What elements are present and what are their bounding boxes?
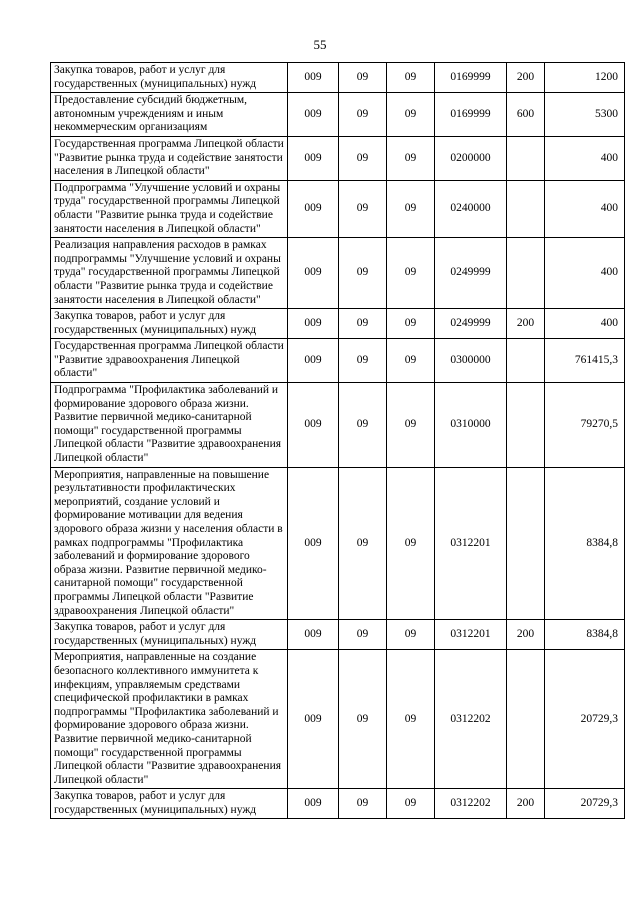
amount-cell: 20729,3	[545, 789, 625, 819]
section-code-cell: 09	[339, 650, 387, 789]
amount-cell: 400	[545, 136, 625, 180]
table-row	[51, 136, 625, 180]
section-code-cell: 09	[339, 620, 387, 650]
target-article-code-cell: 0249999	[435, 238, 507, 309]
expense-name-cell: Предоставление субсидий бюджетным, автономным учреждениям и иным некоммерческим организациям	[51, 93, 288, 137]
table-row	[51, 650, 625, 789]
amount-cell: 8384,8	[545, 620, 625, 650]
table-row	[51, 383, 625, 468]
section-code-cell: 09	[339, 180, 387, 237]
table-row	[51, 339, 625, 383]
target-article-code-cell: 0310000	[435, 383, 507, 468]
department-code-cell: 009	[288, 238, 339, 309]
expense-name-cell: Закупка товаров, работ и услуг для государственных (муниципальных) нужд	[51, 789, 288, 819]
subsection-code-cell: 09	[387, 63, 435, 93]
department-code-cell: 009	[288, 180, 339, 237]
target-article-code-cell: 0169999	[435, 63, 507, 93]
expense-type-code-cell	[507, 467, 545, 620]
department-code-cell: 009	[288, 339, 339, 383]
target-article-code-cell: 0312201	[435, 467, 507, 620]
department-code-cell: 009	[288, 789, 339, 819]
subsection-code-cell: 09	[387, 339, 435, 383]
department-code-cell: 009	[288, 383, 339, 468]
amount-cell: 1200	[545, 63, 625, 93]
target-article-code-cell: 0240000	[435, 180, 507, 237]
subsection-code-cell: 09	[387, 238, 435, 309]
expense-name-cell: Мероприятия, направленные на повышение результативности профилактических мероприятий, создание условий и формирование мотивации для ведения здорового образа жизни у населения области в рамках подпрограммы "Профилактика заболеваний и формирование здорового образа жизни. Развитие первичной медико-санитарной помощи" государственной программы Липецкой области "Развитие здравоохранения Липецкой области"	[51, 467, 288, 620]
subsection-code-cell: 09	[387, 309, 435, 339]
subsection-code-cell: 09	[387, 650, 435, 789]
target-article-code-cell: 0169999	[435, 93, 507, 137]
target-article-code-cell: 0200000	[435, 136, 507, 180]
expense-name-cell: Закупка товаров, работ и услуг для государственных (муниципальных) нужд	[51, 620, 288, 650]
expense-type-code-cell: 200	[507, 63, 545, 93]
table-row	[51, 180, 625, 237]
table-row	[51, 467, 625, 620]
table-row	[51, 238, 625, 309]
section-code-cell: 09	[339, 467, 387, 620]
subsection-code-cell: 09	[387, 789, 435, 819]
budget-table	[50, 62, 625, 819]
department-code-cell: 009	[288, 650, 339, 789]
expense-name-cell: Подпрограмма "Профилактика заболеваний и формирование здорового образа жизни. Развитие первичной медико-санитарной помощи" государственной программы Липецкой области "Развитие здравоохранения Липецкой области"	[51, 383, 288, 468]
expense-type-code-cell	[507, 180, 545, 237]
expense-name-cell: Закупка товаров, работ и услуг для государственных (муниципальных) нужд	[51, 63, 288, 93]
expense-type-code-cell: 200	[507, 789, 545, 819]
expense-type-code-cell	[507, 136, 545, 180]
department-code-cell: 009	[288, 620, 339, 650]
target-article-code-cell: 0312202	[435, 650, 507, 789]
expense-type-code-cell	[507, 339, 545, 383]
table-row	[51, 63, 625, 93]
table-row	[51, 789, 625, 819]
target-article-code-cell: 0300000	[435, 339, 507, 383]
expense-type-code-cell: 200	[507, 620, 545, 650]
section-code-cell: 09	[339, 63, 387, 93]
table-body	[51, 63, 625, 819]
expense-type-code-cell: 200	[507, 309, 545, 339]
section-code-cell: 09	[339, 789, 387, 819]
amount-cell: 400	[545, 180, 625, 237]
expense-type-code-cell	[507, 238, 545, 309]
amount-cell: 761415,3	[545, 339, 625, 383]
expense-name-cell: Государственная программа Липецкой области "Развитие здравоохранения Липецкой области"	[51, 339, 288, 383]
amount-cell: 20729,3	[545, 650, 625, 789]
department-code-cell: 009	[288, 63, 339, 93]
target-article-code-cell: 0312202	[435, 789, 507, 819]
expense-name-cell: Реализация направления расходов в рамках подпрограммы "Улучшение условий и охраны труда" государственной программы Липецкой области "Развитие рынка труда и содействие занятости населения в Липецкой области"	[51, 238, 288, 309]
amount-cell: 400	[545, 238, 625, 309]
section-code-cell: 09	[339, 238, 387, 309]
department-code-cell: 009	[288, 309, 339, 339]
page-number: 55	[313, 37, 327, 52]
section-code-cell: 09	[339, 309, 387, 339]
section-code-cell: 09	[339, 93, 387, 137]
table-row	[51, 93, 625, 137]
expense-name-cell: Государственная программа Липецкой области "Развитие рынка труда и содействие занятости населения в Липецкой области"	[51, 136, 288, 180]
target-article-code-cell: 0249999	[435, 309, 507, 339]
target-article-code-cell: 0312201	[435, 620, 507, 650]
expense-type-code-cell	[507, 383, 545, 468]
department-code-cell: 009	[288, 93, 339, 137]
subsection-code-cell: 09	[387, 180, 435, 237]
amount-cell: 400	[545, 309, 625, 339]
department-code-cell: 009	[288, 136, 339, 180]
subsection-code-cell: 09	[387, 383, 435, 468]
amount-cell: 79270,5	[545, 383, 625, 468]
department-code-cell: 009	[288, 467, 339, 620]
amount-cell: 5300	[545, 93, 625, 137]
subsection-code-cell: 09	[387, 93, 435, 137]
table-row	[51, 309, 625, 339]
expense-name-cell: Мероприятия, направленные на создание безопасного коллективного иммунитета к инфекциям, управляемым средствами специфической профилактики в рамках подпрограммы "Профилактика заболеваний и формирование здорового образа жизни. Развитие первичной медико-санитарной помощи" государственной программы Липецкой области "Развитие здравоохранения Липецкой области"	[51, 650, 288, 789]
section-code-cell: 09	[339, 339, 387, 383]
expense-name-cell: Закупка товаров, работ и услуг для государственных (муниципальных) нужд	[51, 309, 288, 339]
table-row	[51, 620, 625, 650]
section-code-cell: 09	[339, 383, 387, 468]
expense-type-code-cell: 600	[507, 93, 545, 137]
subsection-code-cell: 09	[387, 620, 435, 650]
amount-cell: 8384,8	[545, 467, 625, 620]
section-code-cell: 09	[339, 136, 387, 180]
subsection-code-cell: 09	[387, 467, 435, 620]
subsection-code-cell: 09	[387, 136, 435, 180]
expense-type-code-cell	[507, 650, 545, 789]
expense-name-cell: Подпрограмма "Улучшение условий и охраны труда" государственной программы Липецкой области "Развитие рынка труда и содействие занятости населения в Липецкой области"	[51, 180, 288, 237]
